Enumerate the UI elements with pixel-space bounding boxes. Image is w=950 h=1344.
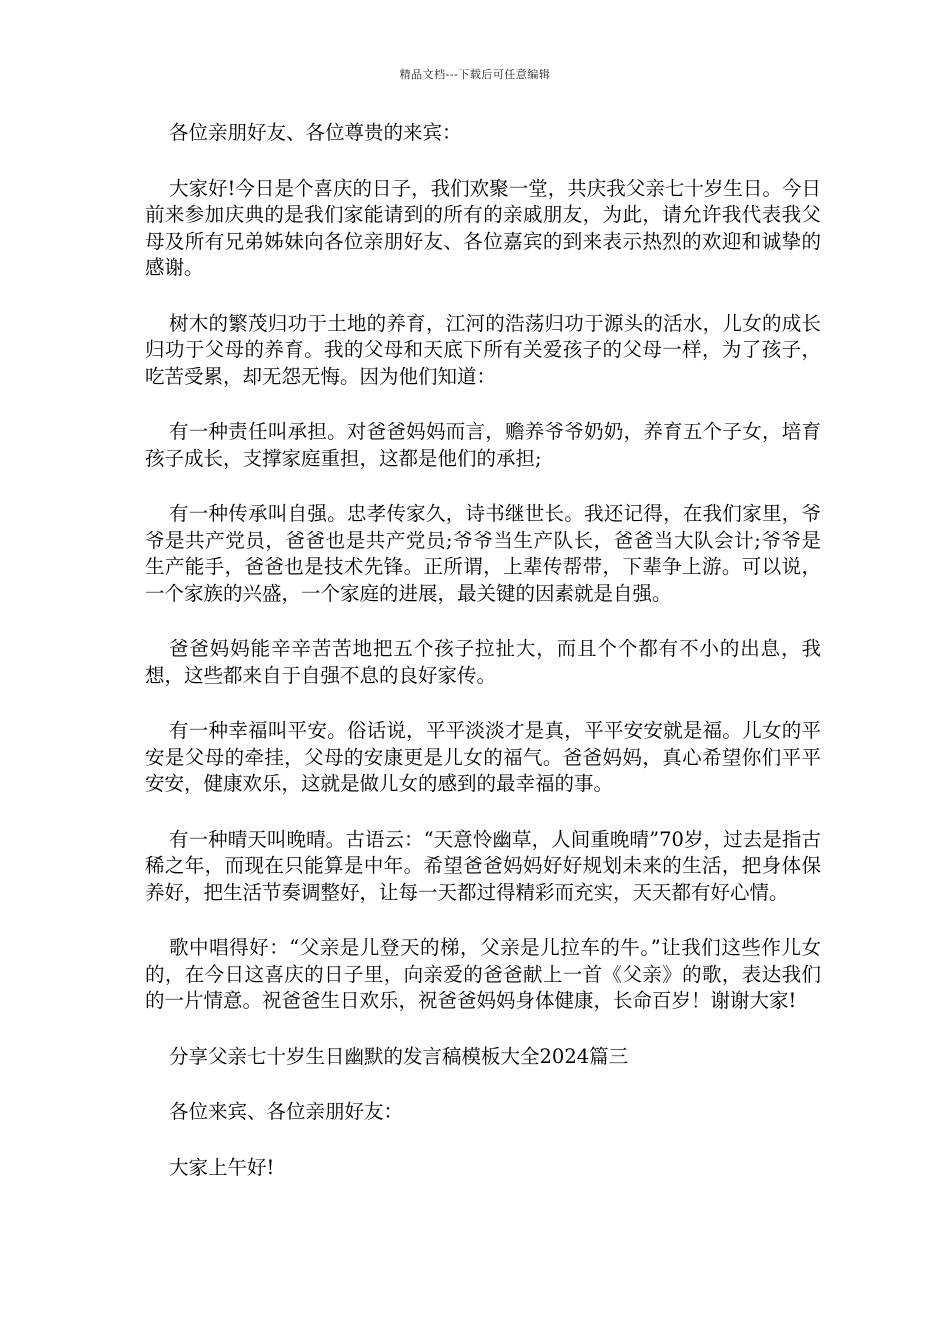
paragraph-responsibility: 有一种责任叫承担。对爸爸妈妈而言，赡养爷爷奶奶，养育五个子女，培育孩子成长，支撑家庭重担，这都是他们的承担; bbox=[145, 420, 821, 470]
paragraph-greeting: 各位亲朋好友、各位尊贵的来宾： bbox=[169, 121, 462, 144]
paragraph-welcome: 大家好!今日是个喜庆的日子，我们欢聚一堂，共庆我父亲七十岁生日。今日前来参加庆典的是我们家能请到的所有的亲戚朋友，为此，请允许我代表我父母及所有兄弟姊妹向各位亲朋好友、各位嘉宾的到来表示热烈的欢迎和诚挚的感谢。 bbox=[145, 176, 821, 279]
paragraph-greeting-2: 各位来宾、各位亲朋好友： bbox=[169, 1100, 404, 1123]
paragraph-nurture: 树木的繁茂归功于土地的养育，江河的浩荡归功于源头的活水，儿女的成长归功于父母的养育。我的父母和天底下所有关爱孩子的父母一样，为了孩子，吃苦受累，却无怨无悔。因为他们知道： bbox=[145, 311, 821, 388]
paragraph-family-tradition: 爸爸妈妈能辛辛苦苦地把五个孩子拉扯大，而且个个都有不小的出息，我想，这些都来自于自强不息的良好家传。 bbox=[145, 637, 821, 687]
paragraph-late-years: 有一种晴天叫晚晴。古语云：“天意怜幽草，人间重晚晴”70岁，过去是指古稀之年，而现在只能算是中年。希望爸爸妈妈好好规划未来的生活，把身体保养好，把生活节奏调整好，让每一天都过得精彩而充实，天天都有好心情。 bbox=[145, 827, 821, 904]
section-title: 分享父亲七十岁生日幽默的发言稿模板大全2024篇三 bbox=[169, 1044, 629, 1068]
paragraph-song: 歌中唱得好：“父亲是儿登天的梯，父亲是儿拉车的牛。”让我们这些作儿女的，在今日这喜庆的日子里，向亲爱的爸爸献上一首《父亲》的歌，表达我们的一片情意。祝爸爸生日欢乐，祝爸爸妈妈身体健康，长命百岁！谢谢大家! bbox=[145, 936, 821, 1012]
paragraph-good-morning: 大家上午好! bbox=[169, 1155, 275, 1179]
document-body bbox=[145, 120, 821, 1210]
paragraph-self-reliance: 有一种传承叫自强。忠孝传家久，诗书继世长。我还记得，在我们家里，爷爷是共产党员，爸爸也是共产党员;爷爷当生产队长，爸爸当大队会计;爷爷是生产能手，爸爸也是技术先锋。正所谓，上辈传帮带，下辈争上游。可以说，一个家族的兴盛，一个家庭的进展，最关键的因素就是自强。 bbox=[145, 502, 821, 605]
page-header: 精品文档---下载后可任意编辑 bbox=[399, 68, 551, 81]
paragraph-peace: 有一种幸福叫平安。俗话说，平平淡淡才是真，平平安安就是福。儿女的平安是父母的牵挂，父母的安康更是儿女的福气。爸爸妈妈，真心希望你们平平安安，健康欢乐，这就是做儿女的感到的最幸福的事。 bbox=[145, 719, 821, 795]
